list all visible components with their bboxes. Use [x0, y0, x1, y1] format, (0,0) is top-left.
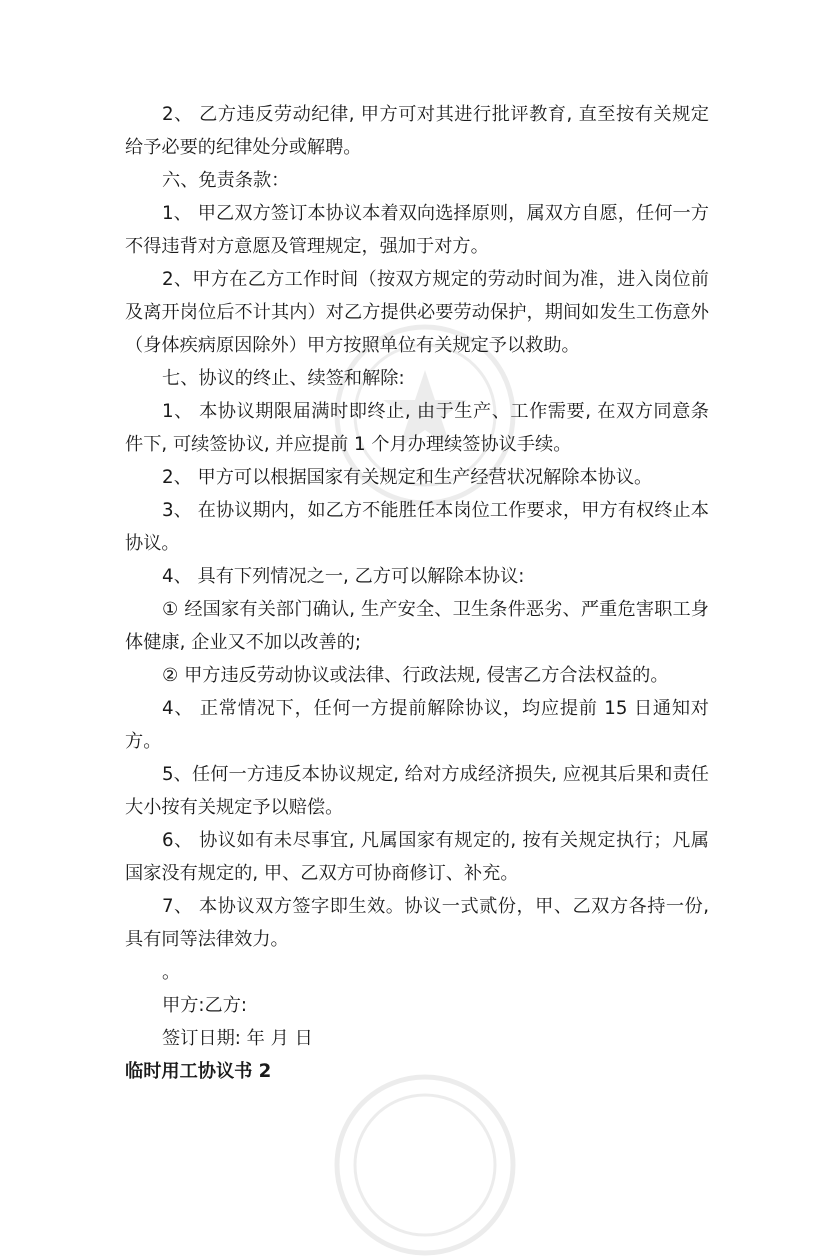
- watermark-stamp-icon: [330, 1070, 520, 1260]
- signature-line: 甲方:乙方:: [162, 995, 248, 1016]
- dot-line: 。: [162, 962, 181, 983]
- clause-paragraph: 1、 甲乙双方签订本协议本着双向选择原则，属双方自愿，任何一方不得违背对方意愿及管理规定，强加于对方。: [125, 203, 709, 257]
- clause-paragraph: 2、甲方在乙方工作时间（按双方规定的劳动时间为准，进入岗位前及离开岗位后不计其内）对乙方提供必要劳动保护，期间如发生工伤意外（身体疾病原因除外）甲方按照单位有关规定予以救助。: [125, 269, 709, 356]
- clause-paragraph: 7、 本协议双方签字即生效。协议一式贰份，甲、乙双方各持一份,具有同等法律效力。: [125, 896, 709, 950]
- contract-body: [125, 98, 709, 1088]
- clause-paragraph: 5、任何一方违反本协议规定, 给对方成经济损失, 应视其后果和责任大小按有关规定予以赔偿。: [125, 764, 709, 818]
- clause-paragraph: 6、 协议如有未尽事宜, 凡属国家有规定的, 按有关规定执行；凡属国家没有规定的, 甲、乙双方可协商修订、补充。: [125, 830, 709, 884]
- sub-clause-paragraph: ① 经国家有关部门确认, 生产安全、卫生条件恶劣、严重危害职工身体健康, 企业又不加以改善的;: [125, 599, 709, 653]
- clause-paragraph: 2、 乙方违反劳动纪律, 甲方可对其进行批评教育, 直至按有关规定给予必要的纪律处分或解聘。: [125, 104, 709, 158]
- clause-paragraph: 4、 正常情况下，任何一方提前解除协议，均应提前 15 日通知对方。: [125, 698, 709, 752]
- signing-date-line: 签订日期: 年 月 日: [162, 1028, 313, 1049]
- clause-paragraph: 2、 甲方可以根据国家有关规定和生产经营状况解除本协议。: [162, 467, 653, 488]
- clause-paragraph: 1、 本协议期限届满时即终止, 由于生产、工作需要, 在双方同意条件下, 可续签协议, 并应提前 1 个月办理续签协议手续。: [125, 401, 709, 455]
- clause-paragraph: 3、 在协议期内，如乙方不能胜任本岗位工作要求，甲方有权终止本协议。: [125, 500, 709, 554]
- section-title: 七、协议的终止、续签和解除:: [162, 368, 405, 389]
- sub-clause-paragraph: ② 甲方违反劳动协议或法律、行政法规, 侵害乙方合法权益的。: [162, 665, 669, 686]
- section-title: 六、免责条款：: [162, 170, 290, 191]
- clause-paragraph: 4、 具有下列情况之一, 乙方可以解除本协议:: [162, 566, 525, 587]
- next-document-heading: 临时用工协议书 2: [125, 1061, 272, 1082]
